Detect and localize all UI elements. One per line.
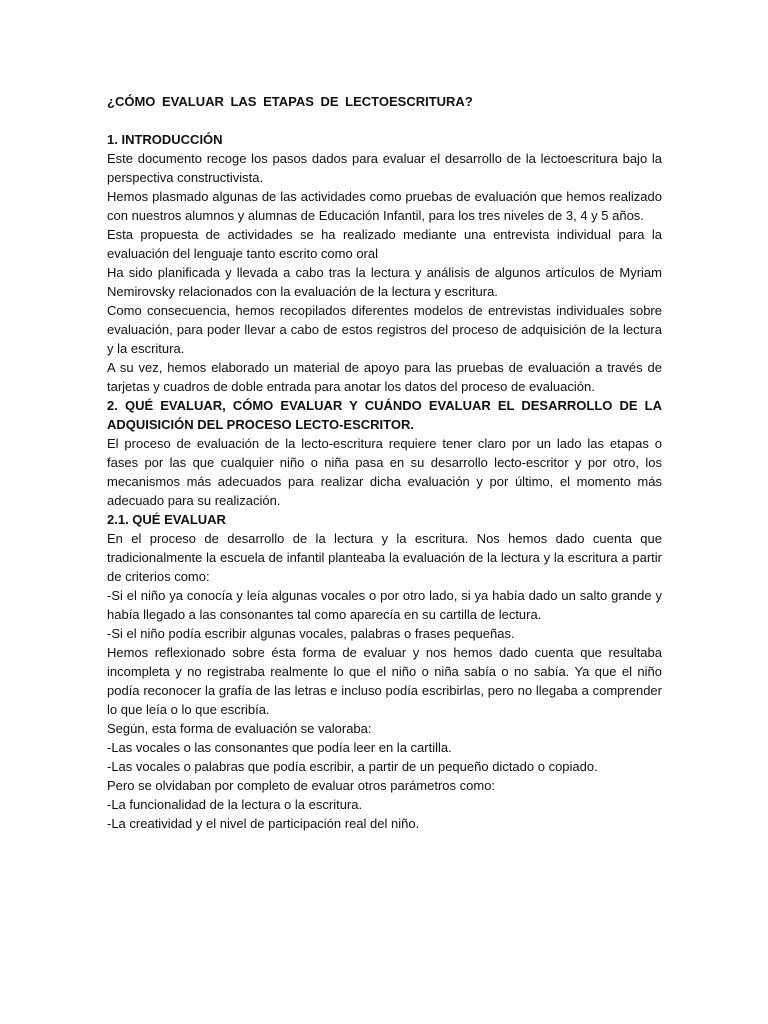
paragraph: Este documento recoge los pasos dados para evaluar el desarrollo de la lectoescritura bajo la perspectiva constructivista.: [107, 151, 662, 185]
list-item: -Si el niño podía escribir algunas vocales, palabras o frases pequeñas.: [107, 626, 515, 641]
paragraph: El proceso de evaluación de la lecto-escritura requiere tener claro por un lado las etapas o fases por las que cualquier niño o niña pasa en su desarrollo lecto-escritor y por otro, los mecanismos más adecuados para realizar dicha evaluación y por último, el momento más adecuado para su realización.: [107, 436, 662, 508]
paragraph: Hemos plasmado algunas de las actividades como pruebas de evaluación que hemos realizado con nuestros alumnos y alumnas de Educación Infantil, para los tres niveles de 3, 4 y 5 años.: [107, 189, 662, 223]
section-heading-que-como-cuando: 2. QUÉ EVALUAR, CÓMO EVALUAR Y CUÁNDO EVALUAR EL DESARROLLO DE LA ADQUISICIÓN DEL PROCESO LECTO-ESCRITOR.: [107, 398, 662, 432]
paragraph: En el proceso de desarrollo de la lectura y la escritura. Nos hemos dado cuenta que tradicionalmente la escuela de infantil planteaba la evaluación de la lectura y la escritura a partir de criterios como:: [107, 531, 662, 584]
paragraph: A su vez, hemos elaborado un material de apoyo para las pruebas de evaluación a través de tarjetas y cuadros de doble entrada para anotar los datos del proceso de evaluación.: [107, 360, 662, 394]
paragraph: Pero se olvidaban por completo de evaluar otros parámetros como:: [107, 778, 496, 793]
document-title: ¿CÓMO EVALUAR LAS ETAPAS DE LECTOESCRITURA?: [107, 94, 473, 109]
paragraph: Según, esta forma de evaluación se valoraba:: [107, 721, 372, 736]
paragraph: Esta propuesta de actividades se ha realizado mediante una entrevista individual para la evaluación del lenguaje tanto escrito como oral: [107, 227, 662, 261]
document-body: [107, 92, 662, 833]
list-item: -Las vocales o palabras que podía escribir, a partir de un pequeño dictado o copiado.: [107, 759, 598, 774]
paragraph: Hemos reflexionado sobre ésta forma de evaluar y nos hemos dado cuenta que resultaba incompleta y no registraba realmente lo que el niño o niña sabía o no sabía. Ya que el niño podía reconocer la grafía de las letras e incluso podía escribirlas, pero no llegaba a comprender lo que leía o lo que escribía.: [107, 645, 662, 717]
list-item: -Si el niño ya conocía y leía algunas vocales o por otro lado, si ya había dado un salto grande y había llegado a las consonantes tal como aparecía en su cartilla de lectura.: [107, 588, 662, 622]
list-item: -La funcionalidad de la lectura o la escritura.: [107, 797, 363, 812]
section-heading-introduccion: 1. INTRODUCCIÓN: [107, 132, 223, 147]
subsection-heading-que-evaluar: 2.1. QUÉ EVALUAR: [107, 512, 226, 527]
paragraph: Ha sido planificada y llevada a cabo tras la lectura y análisis de algunos artículos de Myriam Nemirovsky relacionados con la evaluación de la lectura y escritura.: [107, 265, 662, 299]
paragraph: Como consecuencia, hemos recopilados diferentes modelos de entrevistas individuales sobre evaluación, para poder llevar a cabo de estos registros del proceso de adquisición de la lectura y la escritura.: [107, 303, 662, 356]
list-item: -La creatividad y el nivel de participación real del niño.: [107, 816, 420, 831]
list-item: -Las vocales o las consonantes que podía leer en la cartilla.: [107, 740, 452, 755]
